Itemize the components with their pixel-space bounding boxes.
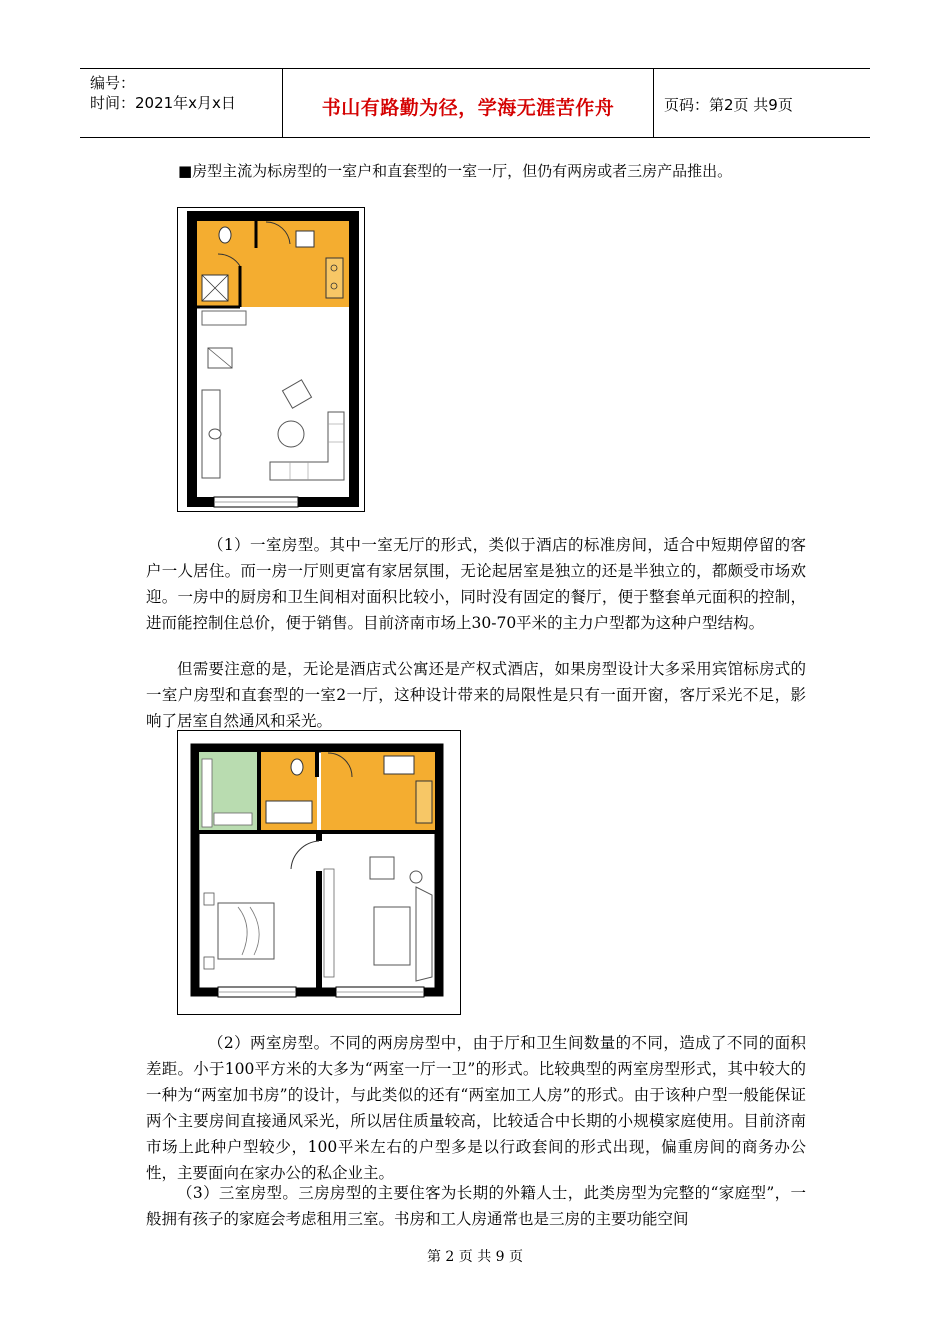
paragraph-two-room: （2）两室房型。不同的两房房型中，由于厅和卫生间数量的不同，造成了不同的面积差距。小于100平方米的大多为“两室一厅一卫”的形式。比较典型的两室房型形式，其中较大的一种为“两室加书房”的设计，与此类似的还有“两室加工人房”的形式。由于该种户型一般能保证两个主要房间直接通风采光，所以居住质量较高，比较适合中长期的小规模家庭使用。目前济南市场上此种户型较少，100平米左右的户型多是以行政套间的形式出现，偏重房间的商务办公性，主要面向在家办公的私企业主。 (146, 1034, 806, 1182)
paragraph-one-room: （1）一室房型。其中一室无厅的形式，类似于酒店的标准房间，适合中短期停留的客户一人居住。而一房一厅则更富有家居氛围，无论起居室是独立的还是半独立的，都颇受市场欢迎。一房中的厨房和卫生间相对面积比较小，同时没有固定的餐厅，便于整套单元面积的控制，进而能控制住总价，便于销售。目前济南市场上30-70平米的主力户型都为这种户型结构。 (146, 536, 806, 632)
time-label: 时间：2021年x月x日 (90, 94, 236, 112)
floor-plan-two-room (177, 730, 461, 1015)
bullet-line: ■房型主流为标房型的一室户和直套型的一室一厅，但仍有两房或者三房产品推出。 (178, 162, 733, 180)
page-header (80, 68, 870, 138)
floor-plan-studio (177, 207, 365, 512)
paragraph-note: 但需要注意的是，无论是酒店式公寓还是产权式酒店，如果房型设计大多采用宾馆标房式的一室户房型和直套型的一室2一厅，这种设计带来的局限性是只有一面开窗，客厅采光不足，影响了居室自然通风和采光。 (146, 660, 806, 730)
paragraph-three-room: （3）三室房型。三房房型的主要住客为长期的外籍人士，此类房型为完整的“家庭型”，一般拥有孩子的家庭会考虑租用三室。书房和工人房通常也是三房的主要功能空间 (146, 1184, 806, 1228)
floor-plan-two-room-drawing (178, 731, 460, 1014)
motto-text: 书山有路勤为径，学海无涯苦作舟 (321, 97, 615, 119)
floor-plan-studio-drawing (178, 208, 364, 511)
page-number-label: 页码：第2页 共9页 (664, 96, 793, 114)
page-footer: 第 2 页 共 9 页 (426, 1249, 524, 1265)
header-left-cell (80, 69, 283, 137)
header-right-cell (654, 69, 870, 137)
serial-label: 编号： (90, 74, 136, 92)
header-center-cell (283, 69, 654, 137)
